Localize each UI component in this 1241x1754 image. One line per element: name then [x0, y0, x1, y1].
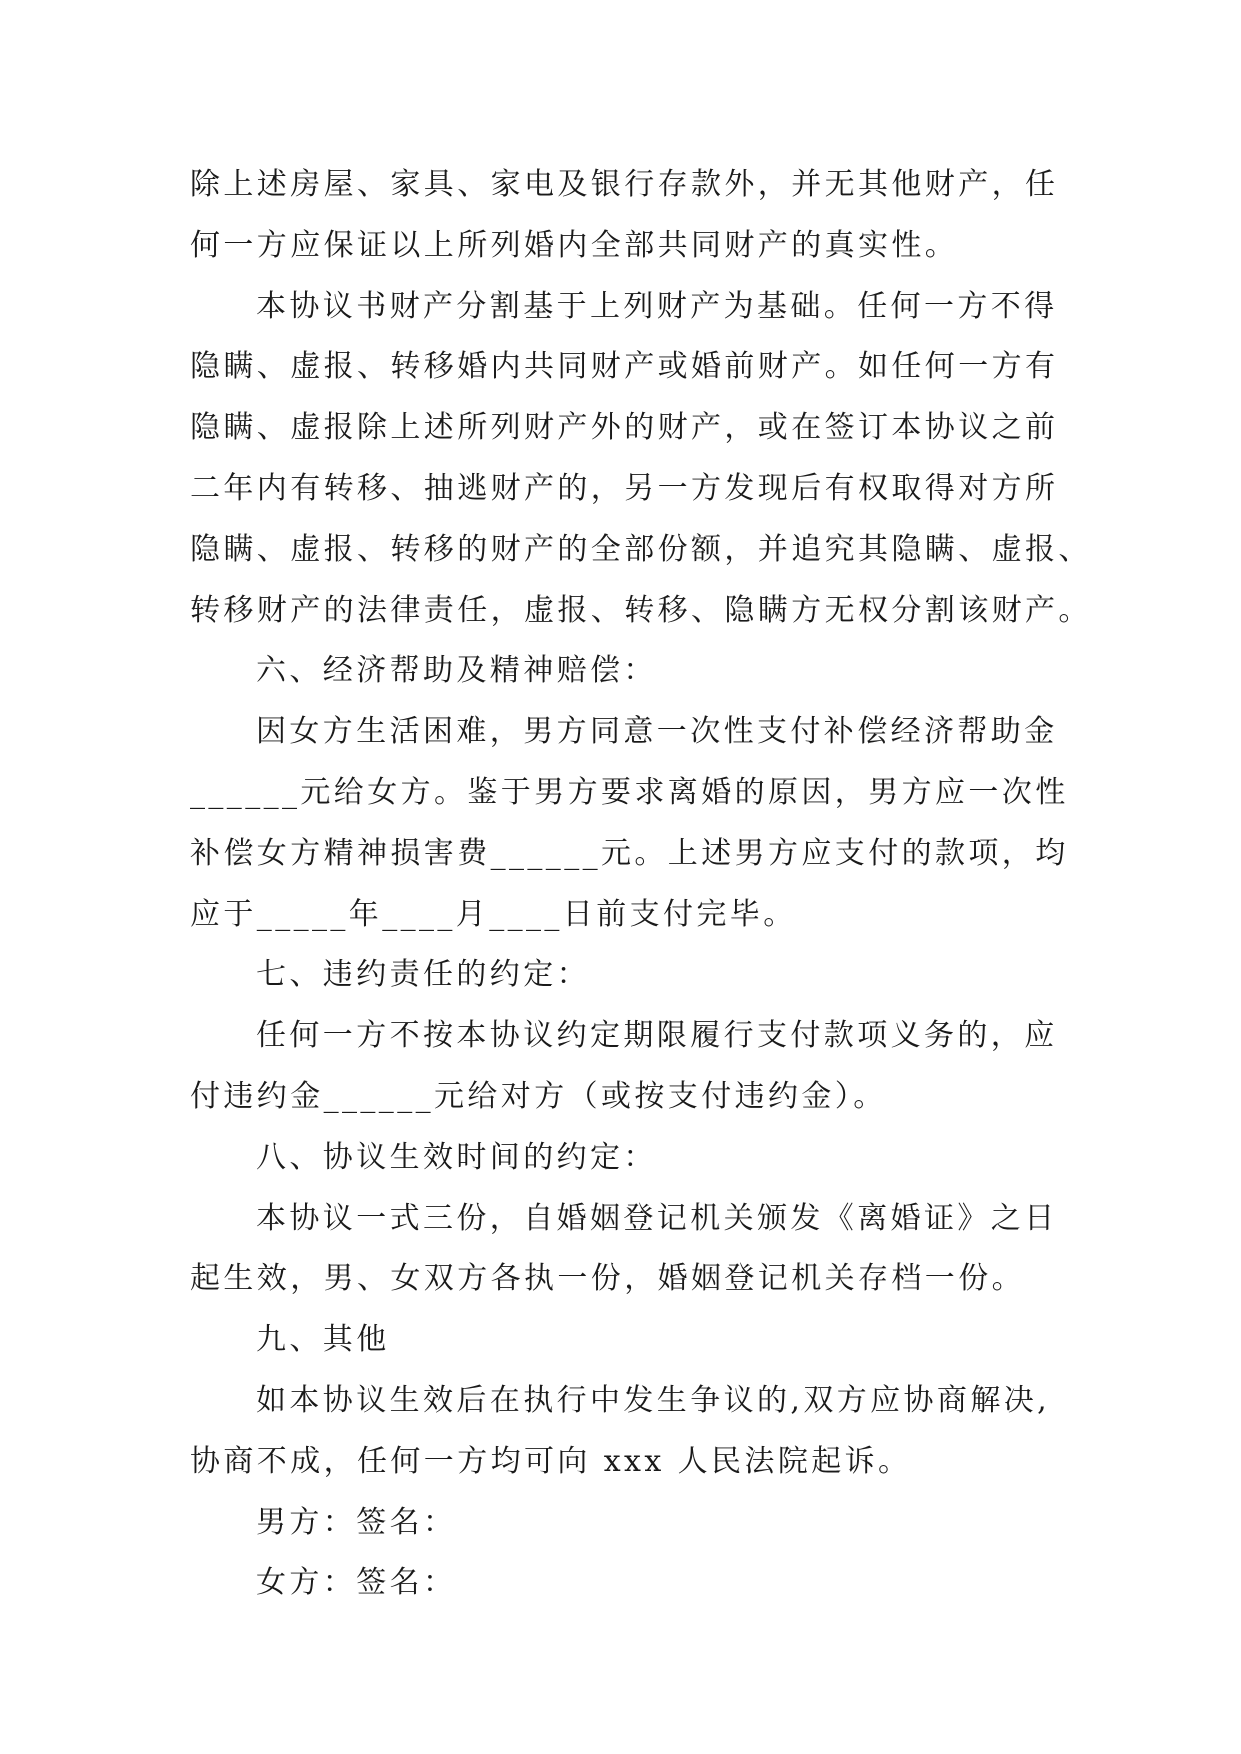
heading-section-6: [190, 641, 1052, 702]
signature-line-female: 女方：签名：: [256, 1565, 457, 1601]
signature-male: [190, 1493, 1052, 1554]
text-line: 转移财产的法律责任，虚报、转移、隐瞒方无权分割该财产。: [190, 592, 1092, 628]
signature-female: [190, 1553, 1052, 1614]
text-line: ______元给女方。鉴于男方要求离婚的原因，男方应一次性: [190, 774, 1069, 810]
document-body: [190, 155, 1092, 1614]
text-line: 起生效，男、女双方各执一份，婚姻登记机关存档一份。: [190, 1261, 1025, 1297]
text-line: 付违约金______元给对方（或按支付违约金）。: [190, 1078, 887, 1114]
paragraph-breach: [190, 1006, 1058, 1128]
heading-section-7: [190, 945, 1052, 1006]
section-heading: 八、协议生效时间的约定：: [256, 1139, 657, 1175]
text-line: 隐瞒、虚报、转移的财产的全部份额，并追究其隐瞒、虚报、: [190, 531, 1092, 567]
heading-section-9: [190, 1310, 1052, 1371]
section-heading: 七、违约责任的约定：: [256, 957, 590, 993]
text-line: 如本协议生效后在执行中发生争议的,双方应协商解决,: [256, 1382, 1051, 1418]
text-line: 何一方应保证以上所列婚内全部共同财产的真实性。: [190, 227, 959, 263]
text-line: 协商不成，任何一方均可向 xxx 人民法院起诉。: [190, 1443, 912, 1479]
text-line: 本协议一式三份，自婚姻登记机关颁发《离婚证》之日: [256, 1200, 1058, 1236]
text-line: 因女方生活困难，男方同意一次性支付补偿经济帮助金: [256, 714, 1058, 750]
text-line: 二年内有转移、抽逃财产的，另一方发现后有权取得对方所: [190, 470, 1059, 506]
text-line: 任何一方不按本协议约定期限履行支付款项义务的，应: [256, 1018, 1058, 1054]
text-line: 本协议书财产分割基于上列财产为基础。任何一方不得: [256, 288, 1058, 324]
signature-line-male: 男方：签名：: [256, 1504, 457, 1540]
text-line: 隐瞒、虚报、转移婚内共同财产或婚前财产。如任何一方有: [190, 349, 1059, 385]
paragraph-economic-help: [190, 702, 1069, 945]
text-line: 隐瞒、虚报除上述所列财产外的财产，或在签订本协议之前: [190, 410, 1059, 446]
paragraph-effective-time: [190, 1189, 1058, 1311]
section-heading: 六、经济帮助及精神赔偿：: [256, 653, 657, 689]
text-line: 应于_____年____月____日前支付完毕。: [190, 896, 797, 932]
paragraph-dispute: [190, 1371, 1052, 1493]
text-line: 除上述房屋、家具、家电及银行存款外，并无其他财产，任: [190, 167, 1059, 202]
text-line: 补偿女方精神损害费______元。上述男方应支付的款项，均: [190, 835, 1069, 871]
paragraph-property-list-end: [190, 155, 1059, 277]
paragraph-property-basis: [190, 277, 1092, 642]
heading-section-8: [190, 1128, 1052, 1189]
section-heading: 九、其他: [256, 1322, 390, 1358]
